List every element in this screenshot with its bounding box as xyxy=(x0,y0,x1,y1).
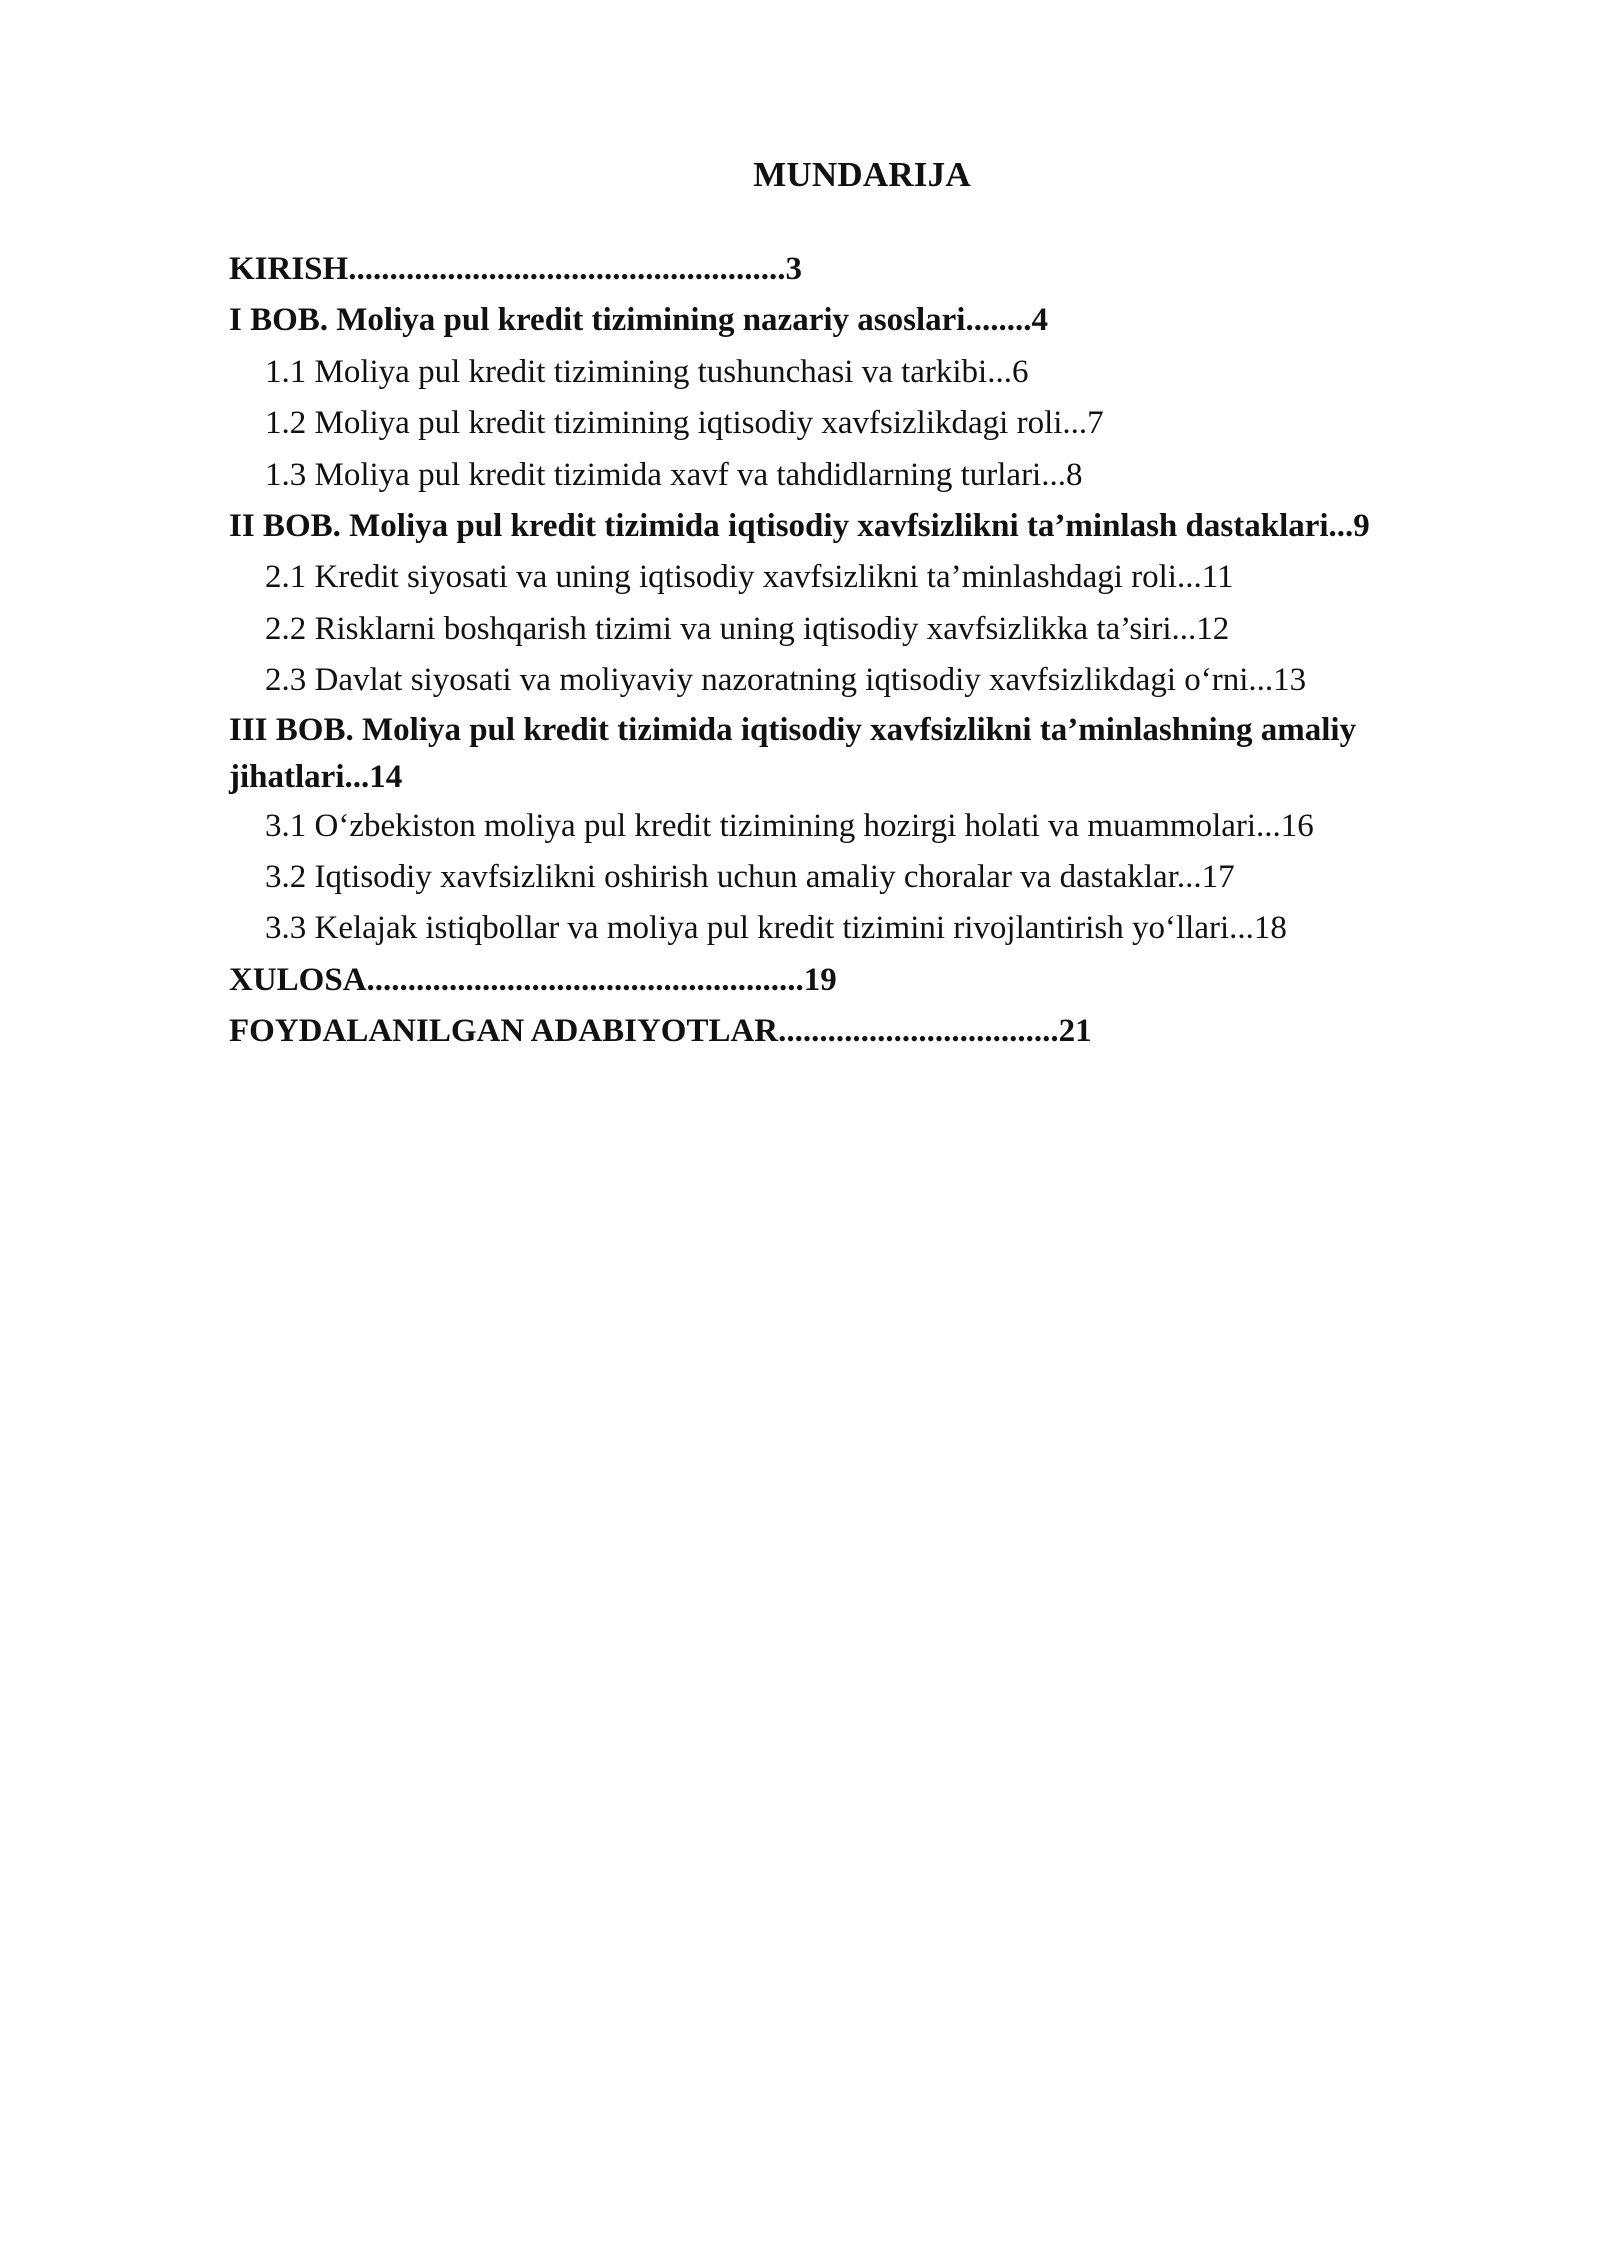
toc-section-2-1: 2.1 Kredit siyosati va uning iqtisodiy xavfsizlikni ta’minlashdagi roli...11 xyxy=(265,559,1234,596)
toc-chapter-1: I BOB. Moliya pul kredit tizimining nazariy asoslari........4 xyxy=(229,302,1048,339)
toc-section-3-1: 3.1 O‘zbekiston moliya pul kredit tizimining hozirgi holati va muammolari...16 xyxy=(265,807,1314,844)
toc-entry-adabiyotlar: FOYDALANILGAN ADABIYOTLAR..................................21 xyxy=(229,1013,1092,1050)
toc-chapter-3: III BOB. Moliya pul kredit tizimida iqtisodiy xavfsizlikni ta’minlashning amaliy jihatlari...14 xyxy=(229,711,1357,795)
toc-section-2-3: 2.3 Davlat siyosati va moliyaviy nazoratning iqtisodiy xavfsizlikdagi o‘rni...13 xyxy=(265,662,1307,699)
toc-chapter-2: II BOB. Moliya pul kredit tizimida iqtisodiy xavfsizlikni ta’minlash dastaklari...9 xyxy=(229,507,1370,544)
toc-section-1-3: 1.3 Moliya pul kredit tizimida xavf va tahdidlarning turlari...8 xyxy=(265,456,1083,493)
page-title: MUNDARIJA xyxy=(753,155,971,194)
toc-section-3-3: 3.3 Kelajak istiqbollar va moliya pul kredit tizimini rivojlantirish yo‘llari...18 xyxy=(265,910,1287,947)
toc-entry-kirish: KIRISH.....................................................3 xyxy=(229,251,802,287)
toc-entry-xulosa: XULOSA.....................................................19 xyxy=(229,961,837,998)
toc-section-2-2: 2.2 Risklarni boshqarish tizimi va uning iqtisodiy xavfsizlikka ta’siri...12 xyxy=(265,610,1230,647)
table-of-contents xyxy=(229,244,1459,1057)
toc-section-3-2: 3.2 Iqtisodiy xavfsizlikni oshirish uchun amaliy choralar va dastaklar...17 xyxy=(265,858,1235,895)
toc-section-1-1: 1.1 Moliya pul kredit tizimining tushunchasi va tarkibi...6 xyxy=(265,353,1029,390)
toc-section-1-2: 1.2 Moliya pul kredit tizimining iqtisodiy xavfsizlikdagi roli...7 xyxy=(265,405,1104,442)
